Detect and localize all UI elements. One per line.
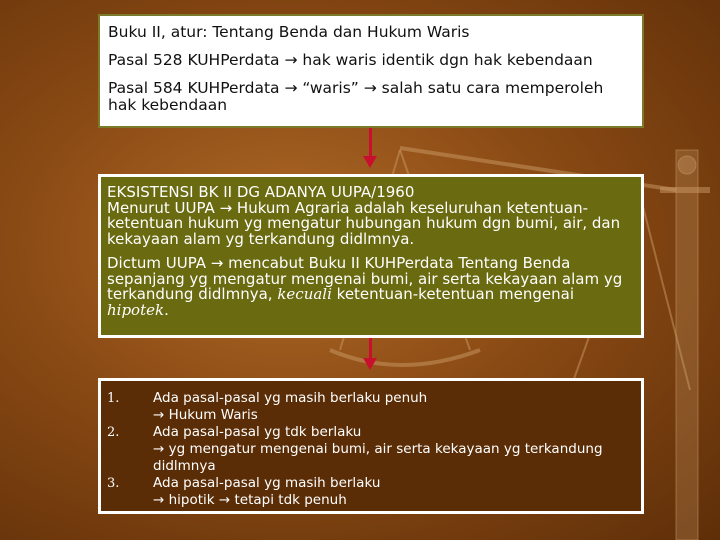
list-item-number: 1.	[107, 391, 120, 406]
list-item-text: Ada pasal-pasal yg tdk berlaku	[153, 424, 362, 440]
box1-line3: Pasal 584 KUHPerdata → “waris” → salah satu cara memperoleh hak kebendaan	[108, 79, 604, 114]
box2-dictum: Dictum UUPA → mencabut Buku II KUHPerdata Tentang Benda sepanjang yg mengatur mengenai bumi, air serta kekayaan alam yg terkandung didlmnya,	[107, 254, 623, 303]
box1-line2: Pasal 528 KUHPerdata → hak waris identik dgn hak kebendaan	[108, 51, 593, 69]
box2-kecuali: kecuali	[277, 285, 332, 303]
box2-hipotek: hipotek	[107, 300, 165, 319]
list-item-detail: → yg mengatur mengenai bumi, air serta kekayaan yg terkandung didlmnya	[153, 441, 603, 474]
info-box-top	[98, 14, 644, 128]
box2-definition: Menurut UUPA → Hukum Agraria adalah keseluruhan ketentuan-ketentuan hukum yg mengatur hubungan hukum dgn bumi, air, dan kekayaan alam yg terkandung didlmnya.	[107, 198, 621, 248]
info-box-middle	[98, 174, 644, 338]
arrow-head-2-icon	[363, 358, 377, 370]
box2-end: .	[164, 300, 169, 319]
connector-arrow-1	[369, 128, 372, 158]
list-item-text: Ada pasal-pasal yg masih berlaku penuh	[153, 390, 428, 406]
list-item-text: Ada pasal-pasal yg masih berlaku	[153, 475, 381, 491]
list-item	[107, 390, 635, 424]
list-item	[107, 475, 635, 509]
list-item-number: 2.	[107, 425, 120, 440]
box2-after: ketentuan-ketentuan mengenai	[331, 285, 574, 303]
box2-para1	[107, 185, 635, 247]
list-item-detail: → Hukum Waris	[153, 407, 258, 423]
list-item	[107, 424, 635, 475]
list-item-detail: → hipotik → tetapi tdk penuh	[153, 492, 347, 508]
box1-line1: Buku II, atur: Tentang Benda dan Hukum Waris	[108, 23, 470, 41]
list-item-number: 3.	[107, 476, 120, 491]
arrow-head-1-icon	[363, 156, 377, 168]
info-box-list	[98, 378, 644, 514]
box2-heading: EKSISTENSI BK II DG ADANYA UUPA/1960	[107, 183, 415, 201]
box2-para2	[107, 256, 635, 318]
